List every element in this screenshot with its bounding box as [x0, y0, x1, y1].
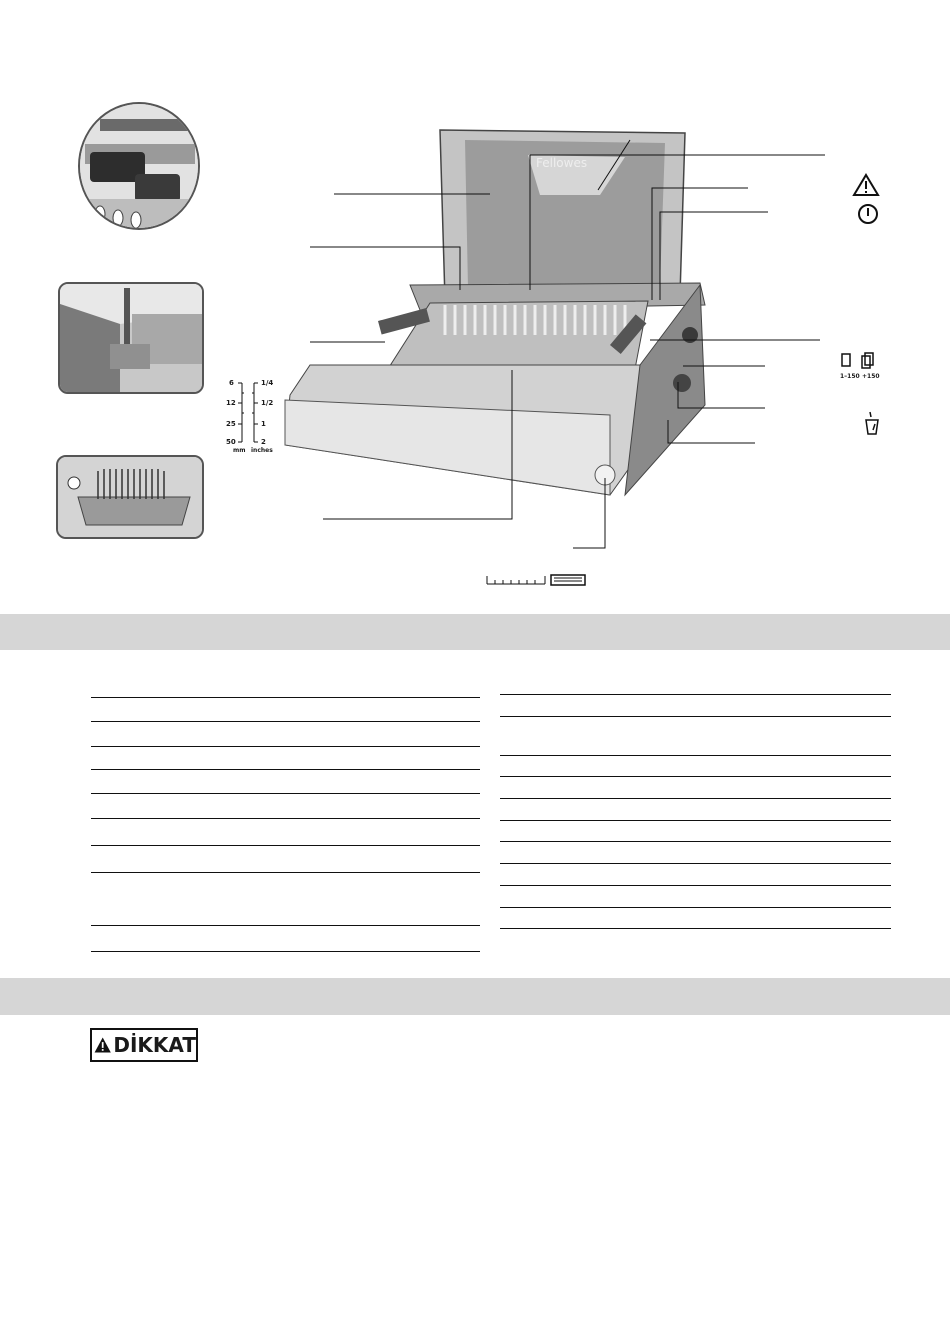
mm-tick-50: 50 [226, 438, 236, 446]
section-band-1 [0, 614, 950, 650]
table-rule [91, 845, 480, 846]
table-rule [91, 697, 480, 698]
power-icon [856, 202, 880, 226]
mm-unit-label: mm [233, 447, 246, 454]
table-rule [500, 820, 891, 821]
table-rule [91, 721, 480, 722]
mm-tick-6: 6 [229, 379, 234, 387]
ruler-icon [485, 572, 590, 588]
inch-tick-quarter: 1/4 [261, 379, 274, 387]
inch-tick-two: 2 [261, 438, 266, 446]
warning-icon [852, 173, 880, 197]
caution-warning-icon [94, 1030, 111, 1060]
capacity-right-label: +150 [862, 373, 880, 380]
comb-icon [551, 575, 585, 585]
mm-tick-12: 12 [226, 399, 236, 407]
table-rule [91, 872, 480, 873]
mm-tick-25: 25 [226, 420, 236, 428]
brand-label: Fellowes [536, 156, 588, 170]
paper-capacity-icon [838, 352, 886, 372]
table-rule [91, 925, 480, 926]
caution-label [90, 1028, 198, 1062]
table-rule [500, 694, 891, 695]
waste-bin-icon [862, 410, 882, 436]
table-rule [500, 716, 891, 717]
table-rule [91, 769, 480, 770]
table-rule [500, 776, 891, 777]
table-rule [500, 755, 891, 756]
table-rule [91, 793, 480, 794]
table-rule [91, 951, 480, 952]
section-band-2 [0, 978, 950, 1015]
table-rule [500, 928, 891, 929]
table-rule [500, 863, 891, 864]
inch-unit-label: inches [251, 447, 273, 454]
table-rule [500, 798, 891, 799]
table-rule [91, 818, 480, 819]
caution-text: DİKKAT [113, 1033, 196, 1057]
capacity-left-label: 1–150 [840, 373, 860, 380]
inch-tick-one: 1 [261, 420, 266, 428]
table-rule [500, 885, 891, 886]
callout-leader-lines [0, 0, 950, 600]
table-rule [500, 841, 891, 842]
table-rule [91, 746, 480, 747]
table-rule [500, 907, 891, 908]
inch-tick-half: 1/2 [261, 399, 274, 407]
